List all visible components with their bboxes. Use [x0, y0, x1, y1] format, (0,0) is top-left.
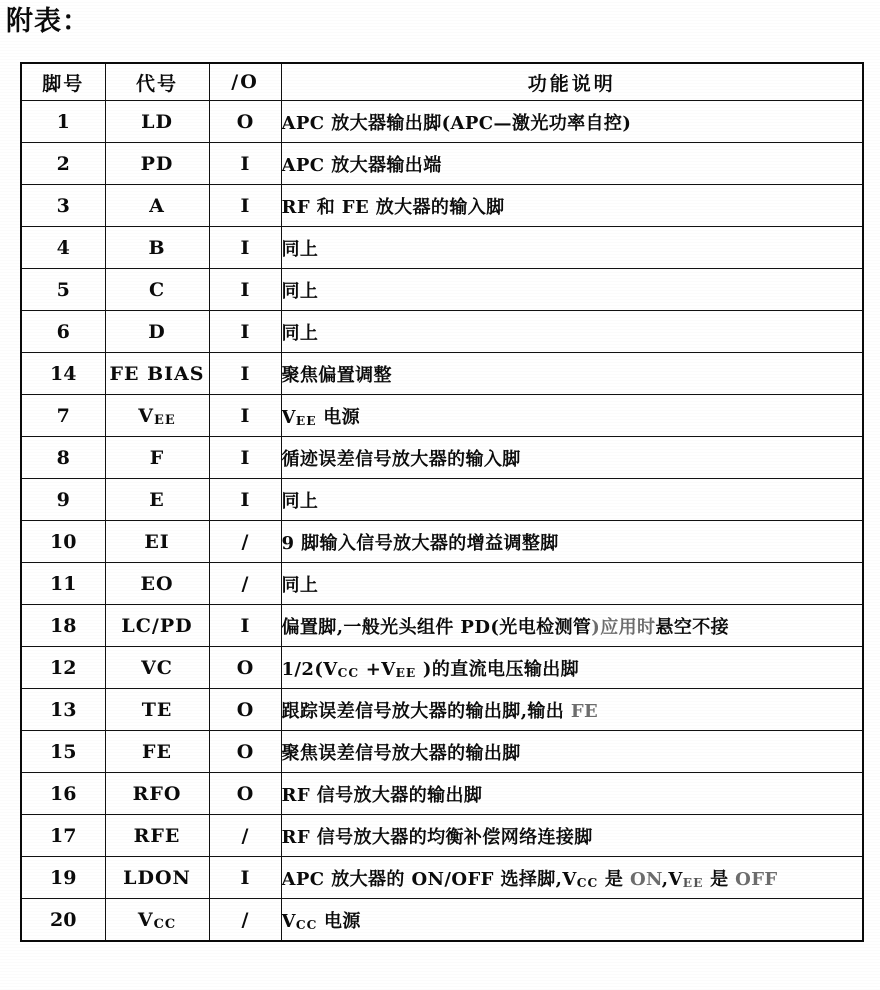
page-title: 附表：	[6, 6, 90, 37]
table-row	[21, 899, 863, 942]
cell-code: A	[105, 185, 209, 227]
table-row	[21, 479, 863, 521]
pin-function-table-wrapper	[20, 62, 862, 973]
cell-description: 同上	[281, 563, 863, 605]
cell-description: 9 脚输入信号放大器的增益调整脚	[281, 521, 863, 563]
cell-io: I	[209, 857, 281, 899]
cell-code: B	[105, 227, 209, 269]
cell-code: EO	[105, 563, 209, 605]
table-header-row	[21, 63, 863, 101]
cell-description: VCC 电源	[281, 899, 863, 942]
table-row	[21, 395, 863, 437]
cell-io: O	[209, 647, 281, 689]
cell-code: PD	[105, 143, 209, 185]
cell-pin-number: 19	[21, 857, 105, 899]
cell-description: VEE 电源	[281, 395, 863, 437]
cell-code: FE	[105, 731, 209, 773]
table-row	[21, 647, 863, 689]
cell-description: RF 信号放大器的均衡补偿网络连接脚	[281, 815, 863, 857]
cell-io: O	[209, 731, 281, 773]
cell-code: E	[105, 479, 209, 521]
cell-description: APC 放大器输出端	[281, 143, 863, 185]
cell-description: 聚焦偏置调整	[281, 353, 863, 395]
pin-function-table	[20, 62, 864, 942]
cell-io: O	[209, 773, 281, 815]
cell-description: 同上	[281, 311, 863, 353]
cell-io: O	[209, 101, 281, 143]
cell-io: I	[209, 437, 281, 479]
cell-code: RFO	[105, 773, 209, 815]
cell-description: 循迹误差信号放大器的输入脚	[281, 437, 863, 479]
cell-io: I	[209, 395, 281, 437]
cell-description: RF 信号放大器的输出脚	[281, 773, 863, 815]
table-row	[21, 185, 863, 227]
cell-code: LD	[105, 101, 209, 143]
cell-description: 1/2(VCC +VEE )的直流电压输出脚	[281, 647, 863, 689]
cell-code: EI	[105, 521, 209, 563]
cell-pin-number: 17	[21, 815, 105, 857]
cell-description: 同上	[281, 269, 863, 311]
table-row	[21, 815, 863, 857]
cell-code: RFE	[105, 815, 209, 857]
cell-pin-number: 20	[21, 899, 105, 942]
cell-pin-number: 8	[21, 437, 105, 479]
cell-pin-number: 12	[21, 647, 105, 689]
cell-code: C	[105, 269, 209, 311]
cell-code: D	[105, 311, 209, 353]
cell-code: LDON	[105, 857, 209, 899]
cell-io: I	[209, 269, 281, 311]
column-header-io: /O	[209, 63, 281, 101]
column-header-code: 代号	[105, 63, 209, 101]
cell-io: I	[209, 479, 281, 521]
cell-code: LC/PD	[105, 605, 209, 647]
cell-description: 同上	[281, 479, 863, 521]
table-row	[21, 521, 863, 563]
cell-description: APC 放大器输出脚(APC—激光功率自控)	[281, 101, 863, 143]
cell-code: VEE	[105, 395, 209, 437]
cell-pin-number: 7	[21, 395, 105, 437]
cell-pin-number: 11	[21, 563, 105, 605]
cell-pin-number: 2	[21, 143, 105, 185]
table-body	[21, 101, 863, 942]
cell-pin-number: 4	[21, 227, 105, 269]
cell-io: I	[209, 227, 281, 269]
cell-io: I	[209, 185, 281, 227]
cell-io: I	[209, 311, 281, 353]
cell-pin-number: 9	[21, 479, 105, 521]
cell-code: VC	[105, 647, 209, 689]
cell-pin-number: 14	[21, 353, 105, 395]
cell-description: 跟踪误差信号放大器的输出脚,输出 FE	[281, 689, 863, 731]
cell-io: /	[209, 899, 281, 942]
cell-pin-number: 13	[21, 689, 105, 731]
cell-pin-number: 1	[21, 101, 105, 143]
cell-description: 偏置脚,一般光头组件 PD(光电检测管)应用时悬空不接	[281, 605, 863, 647]
cell-description: APC 放大器的 ON/OFF 选择脚,VCC 是 ON,VEE 是 OFF	[281, 857, 863, 899]
column-header-pin: 脚号	[21, 63, 105, 101]
table-row	[21, 269, 863, 311]
cell-code: VCC	[105, 899, 209, 942]
cell-description: 同上	[281, 227, 863, 269]
table-row	[21, 143, 863, 185]
cell-code: F	[105, 437, 209, 479]
cell-pin-number: 10	[21, 521, 105, 563]
cell-pin-number: 3	[21, 185, 105, 227]
cell-pin-number: 15	[21, 731, 105, 773]
table-row	[21, 437, 863, 479]
cell-io: /	[209, 815, 281, 857]
table-row	[21, 227, 863, 269]
cell-io: I	[209, 605, 281, 647]
cell-code: FE BIAS	[105, 353, 209, 395]
table-row	[21, 773, 863, 815]
cell-pin-number: 18	[21, 605, 105, 647]
cell-code: TE	[105, 689, 209, 731]
table-header	[21, 63, 863, 101]
table-row	[21, 311, 863, 353]
table-row	[21, 563, 863, 605]
cell-io: /	[209, 521, 281, 563]
table-row	[21, 353, 863, 395]
column-header-description: 功能说明	[281, 63, 863, 101]
cell-pin-number: 16	[21, 773, 105, 815]
table-row	[21, 101, 863, 143]
cell-io: /	[209, 563, 281, 605]
table-row	[21, 689, 863, 731]
cell-description: 聚焦误差信号放大器的输出脚	[281, 731, 863, 773]
cell-io: I	[209, 353, 281, 395]
cell-pin-number: 5	[21, 269, 105, 311]
cell-io: I	[209, 143, 281, 185]
cell-io: O	[209, 689, 281, 731]
cell-pin-number: 6	[21, 311, 105, 353]
table-row	[21, 731, 863, 773]
cell-description: RF 和 FE 放大器的输入脚	[281, 185, 863, 227]
table-row	[21, 857, 863, 899]
table-row	[21, 605, 863, 647]
